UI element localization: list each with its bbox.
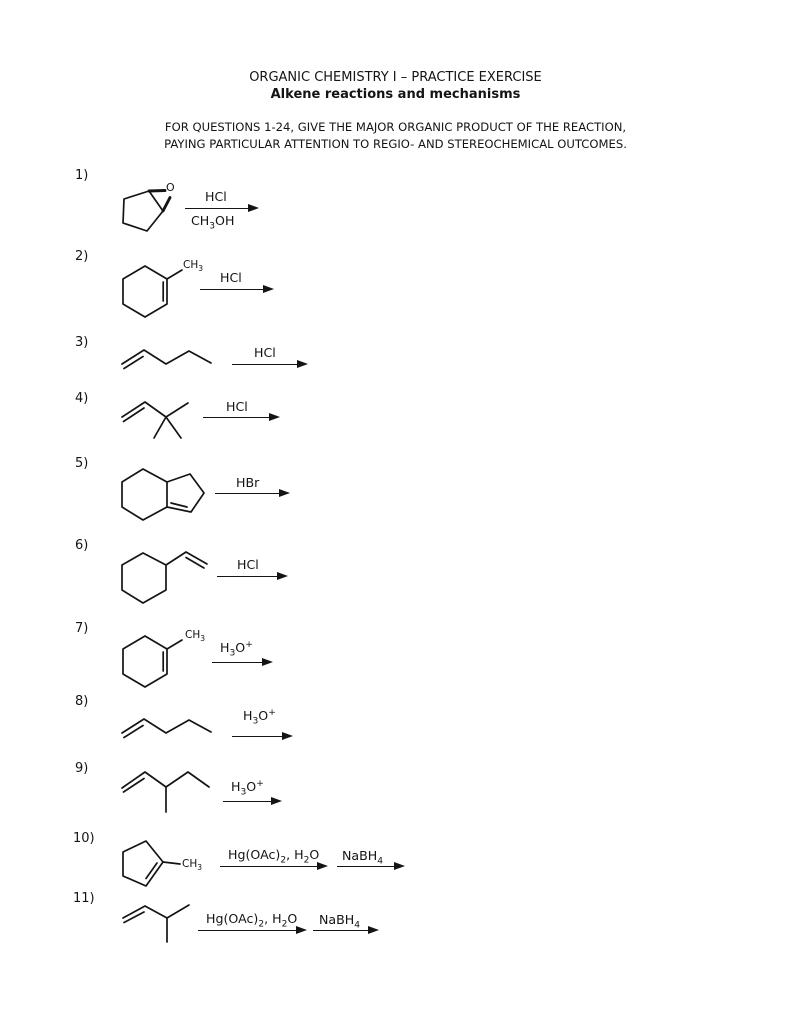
epoxide-bond — [163, 198, 170, 212]
structure-bicyclic-alkene — [118, 466, 213, 524]
reagent-above-arrow: HCl — [220, 270, 242, 285]
methyl-label: $CH_3$ — [183, 259, 204, 274]
structure-pentene — [120, 346, 220, 372]
reagent-above-arrow: $Hg(OAc)_2$, $H_2O$ — [228, 847, 320, 866]
structure-methylcyclopentene — [118, 836, 190, 894]
double-bond — [124, 357, 143, 369]
ring-bond — [123, 636, 167, 687]
atom-label-oxygen: O — [166, 181, 175, 194]
question-number-2: 2) — [75, 249, 89, 264]
structure-pentene — [120, 715, 220, 741]
methyl-label: $CH_3$ — [182, 858, 203, 873]
reaction-arrow — [217, 576, 277, 577]
question-number-9: 9) — [75, 761, 89, 776]
structure-methylpentene — [120, 768, 215, 818]
reaction-arrow-step2 — [337, 866, 394, 867]
methyl-bond — [163, 862, 180, 864]
double-bond — [186, 558, 204, 569]
chain-bond — [123, 906, 167, 918]
methyl-label: $CH_3$ — [185, 629, 206, 644]
methyl-bond — [166, 403, 188, 417]
structure-epoxycyclopentane — [110, 180, 195, 242]
epoxide-bond — [149, 191, 165, 192]
page-subtitle: Alkene reactions and mechanisms — [270, 87, 521, 102]
chain-bond — [122, 402, 166, 417]
double-bond — [124, 726, 143, 738]
ring-bond — [123, 191, 163, 231]
double-bond — [171, 503, 187, 507]
reagent-above-arrow: HCl — [205, 189, 227, 204]
question-number-5: 5) — [75, 456, 89, 471]
methyl-bond — [167, 270, 182, 279]
question-number-4: 4) — [75, 391, 89, 406]
question-number-8: 8) — [75, 694, 89, 709]
reaction-arrow-step1 — [198, 930, 296, 931]
reagent-above-arrow: $Hg(OAc)_2$, $H_2O$ — [206, 911, 298, 930]
ring-bond — [122, 469, 167, 520]
reaction-arrow — [232, 736, 282, 737]
reagent-above-arrow: HCl — [237, 557, 259, 572]
question-number-7: 7) — [75, 621, 89, 636]
double-bond — [146, 863, 157, 879]
reagent-above-arrow: HCl — [254, 345, 276, 360]
double-bond — [124, 912, 144, 923]
reaction-arrow — [212, 662, 262, 663]
reagent-above-arrow: $H_3O^+$ — [243, 707, 276, 727]
reaction-arrow — [203, 417, 269, 418]
methyl-bond — [166, 417, 181, 438]
reagent-below-arrow: $CH_3OH$ — [191, 213, 235, 232]
chain-bond — [122, 772, 209, 788]
reagent-above-arrow: $H_3O^+$ — [220, 639, 253, 659]
structure-dimethylbutene — [120, 398, 198, 444]
reaction-arrow — [232, 364, 297, 365]
instructions-line-2: PAYING PARTICULAR ATTENTION TO REGIO- AND STEREOCHEMICAL OUTCOMES. — [164, 136, 627, 151]
instructions-line-1: FOR QUESTIONS 1-24, GIVE THE MAJOR ORGANIC PRODUCT OF THE REACTION, — [164, 120, 627, 134]
question-number-11: 11) — [73, 891, 95, 906]
reagent-above-arrow: HCl — [226, 399, 248, 414]
ring-bond — [123, 266, 167, 317]
reagent-above-arrow: $H_3O^+$ — [231, 778, 264, 798]
page-title: ORGANIC CHEMISTRY I – PRACTICE EXERCISE — [249, 70, 542, 85]
methyl-bond — [167, 640, 182, 649]
question-number-6: 6) — [75, 538, 89, 553]
reaction-arrow — [185, 208, 248, 209]
question-number-1: 1) — [75, 168, 89, 183]
structure-methylbutene — [120, 900, 198, 948]
ring-bond — [122, 553, 166, 603]
reaction-arrow — [215, 493, 279, 494]
question-number-3: 3) — [75, 335, 89, 350]
reaction-arrow — [200, 289, 263, 290]
reagent-above-arrow: HBr — [236, 475, 260, 490]
reaction-arrow-step1 — [220, 866, 317, 867]
methyl-bond — [154, 417, 166, 438]
methyl-bond — [167, 905, 189, 918]
reagent-above-arrow: NaBH$_4$ — [319, 912, 361, 931]
reagent-above-arrow: NaBH$_4$ — [342, 848, 384, 867]
reaction-arrow — [223, 801, 271, 802]
instructions — [0, 119, 791, 152]
structure-vinylcyclohexane — [118, 548, 213, 608]
question-number-10: 10) — [73, 831, 95, 846]
